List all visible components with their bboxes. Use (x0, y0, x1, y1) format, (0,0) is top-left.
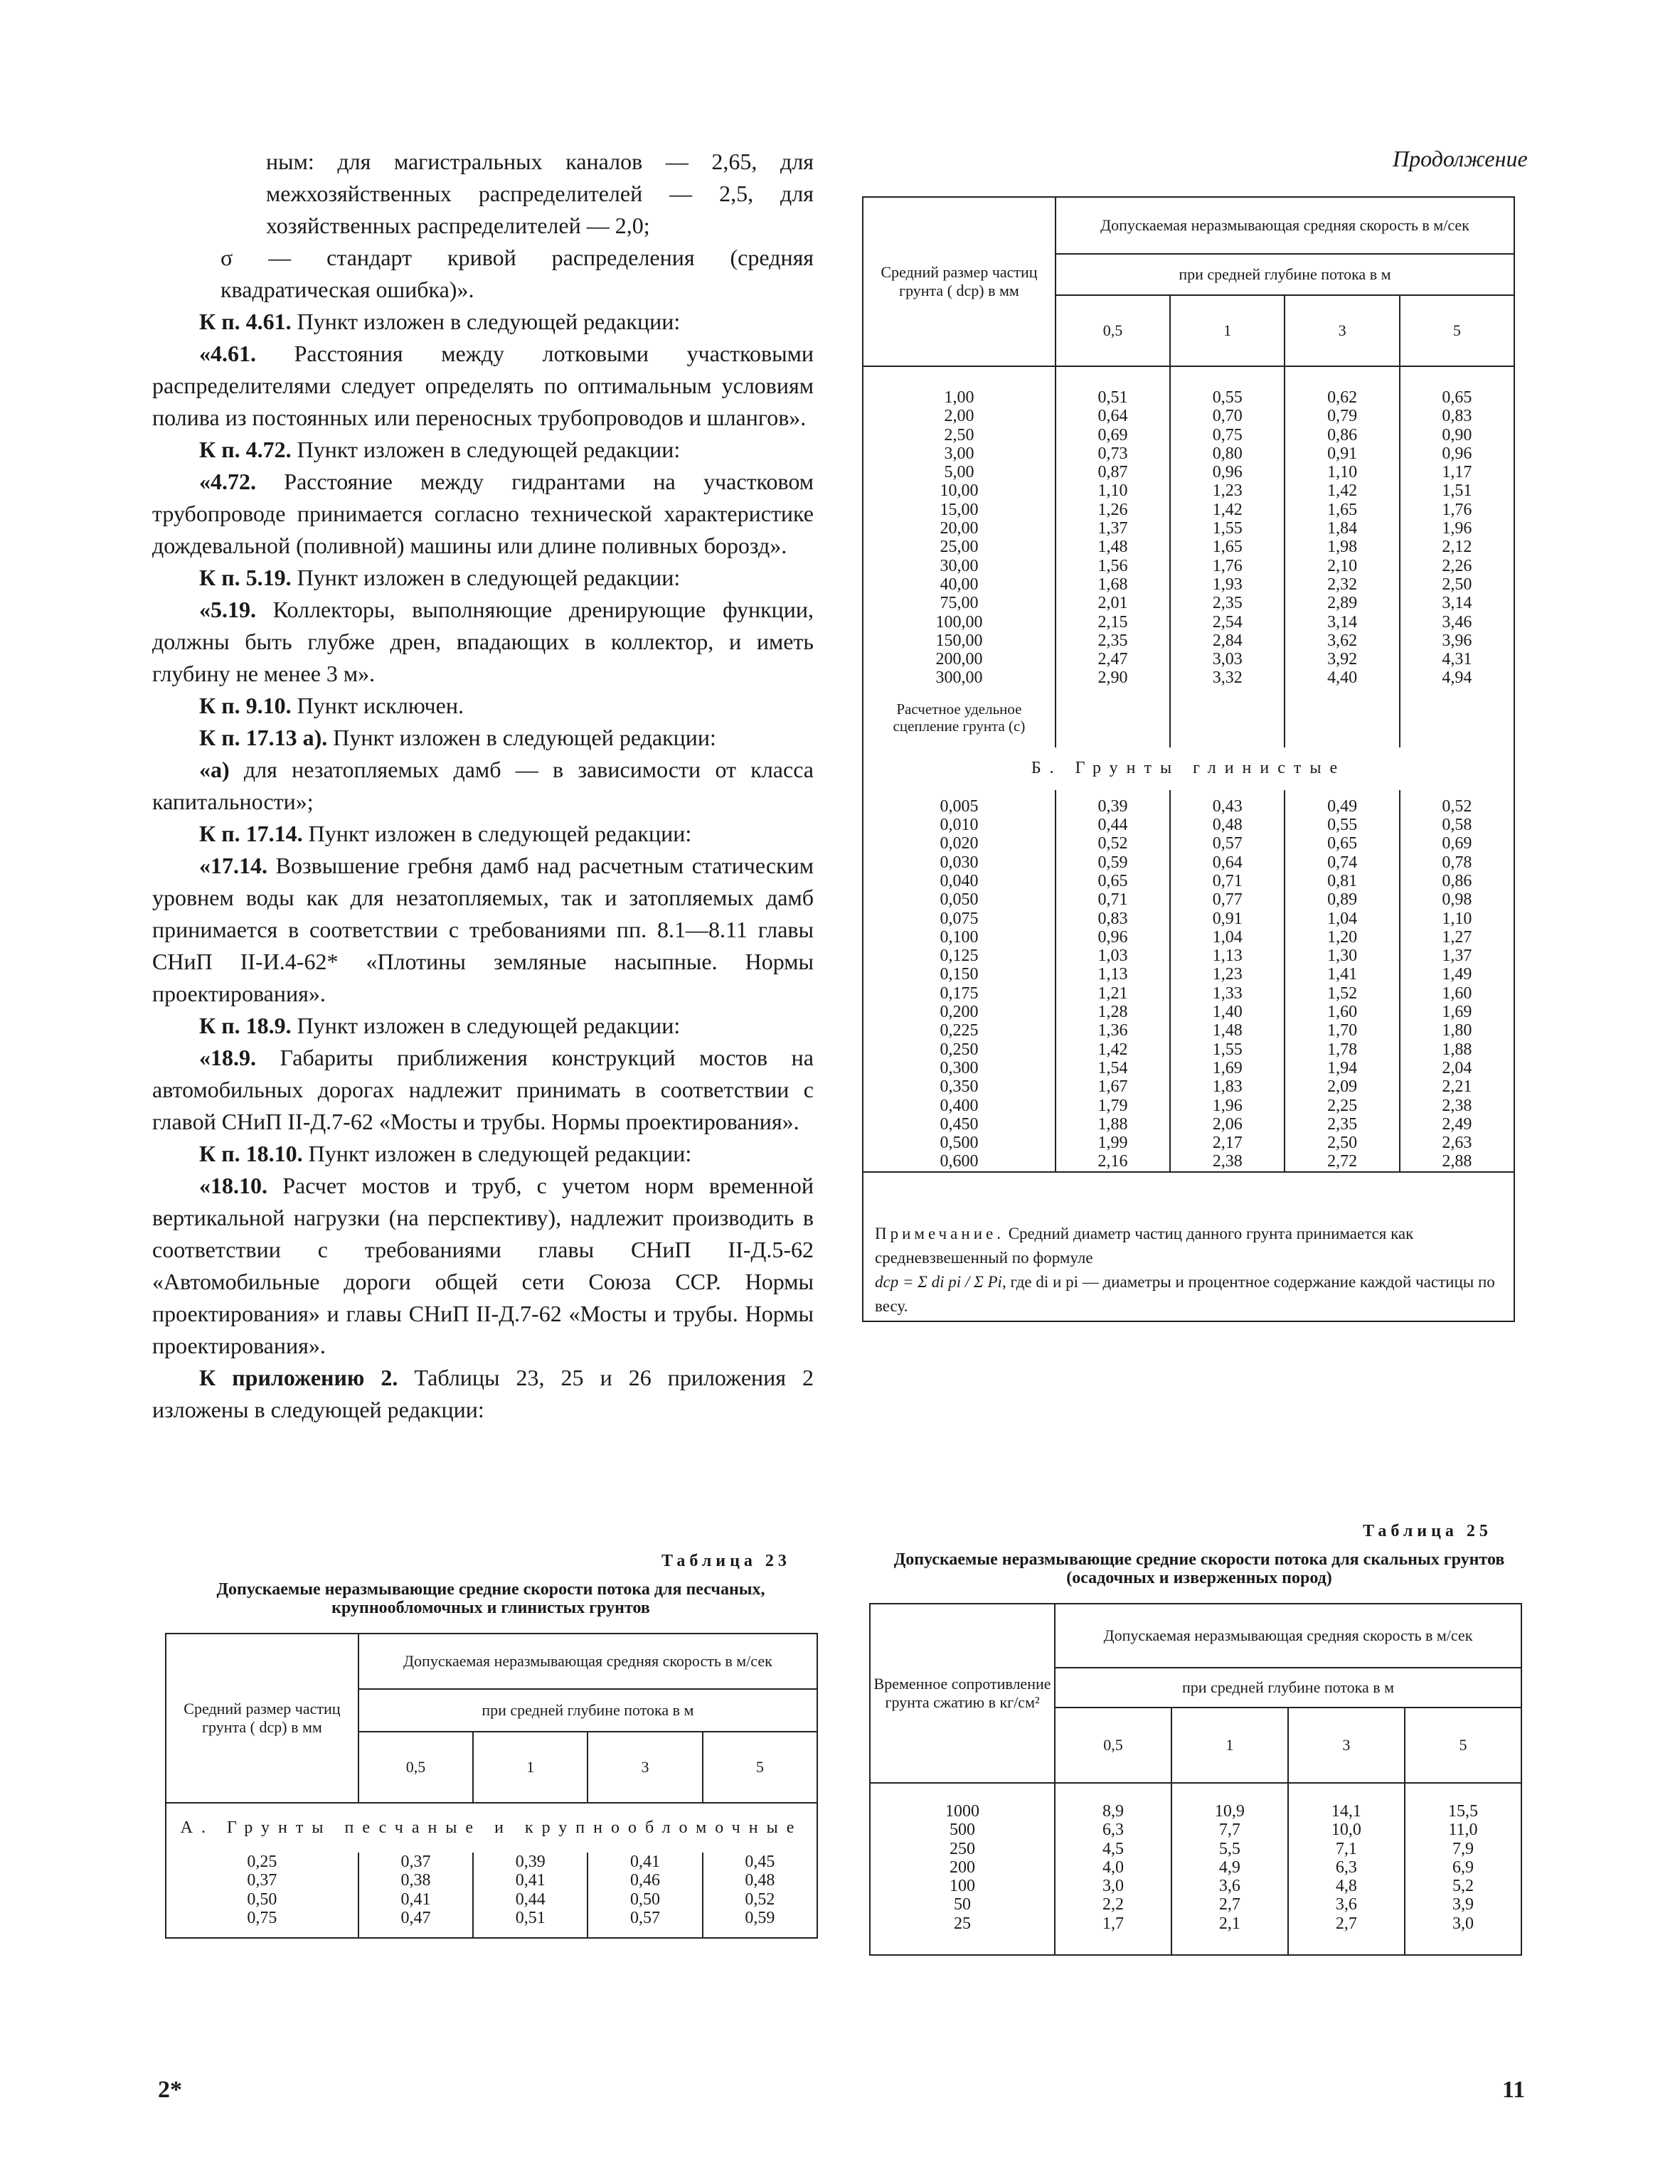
paragraph-lead: «18.9. (199, 1045, 256, 1070)
depth-3: 3 (1285, 295, 1399, 366)
paragraph-lead: «18.10. (199, 1173, 267, 1198)
depth-0-5: 0,5 (1056, 295, 1170, 366)
table-cell: 14,1 10,0 7,1 6,3 4,8 3,6 2,7 (1288, 1783, 1405, 1955)
paragraph-lead: К п. 5.19. (199, 565, 292, 590)
paragraph (152, 146, 814, 242)
paragraph-lead: К п. 17.14. (199, 821, 303, 846)
body-text-column (152, 146, 814, 1426)
paragraph-lead: «17.14. (199, 853, 267, 878)
speed-header: Допускаемая неразмывающая средняя скорость в м/сек (1055, 1604, 1521, 1668)
paragraph-text: Таблицы 23, 25 и 26 приложения 2 изложены в следующей редакции: (152, 1365, 814, 1422)
paragraph-lead: К п. 18.10. (199, 1141, 303, 1166)
paragraph (152, 242, 814, 306)
table-cell: 0,55 0,70 0,75 0,80 0,96 1,23 1,42 1,55 1,65 1,76 1,93 2,35 2,54 2,84 3,03 3,32 (1170, 366, 1285, 688)
paragraph-text: Расстояния между лотковыми участковыми распределителями следует определять по оптимальным условиям полива из постоянных или переносных трубопроводов и шлангов». (152, 341, 814, 430)
paragraph (152, 690, 814, 722)
paragraph-text: ным: для магистральных каналов — 2,65, для межхозяйственных распределителей — 2,5, для хозяйственных распределителей — 2,0; (266, 149, 814, 238)
depth-5: 5 (1405, 1708, 1521, 1783)
paragraph (152, 466, 814, 562)
page-number-left: 2* (158, 2077, 182, 2103)
paragraph-lead: «4.61. (199, 341, 256, 366)
table-23-continuation (862, 196, 1515, 1322)
paragraph (152, 850, 814, 1010)
depth-5: 5 (1400, 295, 1514, 366)
paragraph-text: Пункт изложен в следующей редакции: (327, 725, 716, 750)
table-cell: 8,9 6,3 4,5 4,0 3,0 2,2 1,7 (1055, 1783, 1171, 1955)
paragraph (152, 306, 814, 338)
section-sand-heading: А. Грунты песчаные и крупнообломочные (180, 1818, 803, 1837)
table-cell: 1000 500 250 200 100 50 25 (945, 1802, 980, 1933)
paragraph (152, 1010, 814, 1042)
size-header: Средний размер частиц грунта ( dср) в мм (184, 1700, 341, 1736)
paragraph-lead: К п. 4.61. (199, 309, 292, 334)
paragraph-text: для незатопляемых дамб — в зависимости от класса капитальности»; (152, 757, 814, 814)
table-25-label: Таблица 25 (1363, 1522, 1492, 1540)
depth-1: 1 (473, 1732, 588, 1803)
paragraph-text: Расстояние между гидрантами на участковом трубопроводе принимается согласно технической характеристике дождевальной (поливной) машины или длине поливных борозд». (152, 469, 814, 558)
paragraph-text: Коллекторы, выполняющие дренирующие функции, должны быть глубже дрен, впадающих в коллектор, и иметь глубину не менее 3 м». (152, 597, 814, 686)
table-cell: 0,62 0,79 0,86 0,91 1,10 1,42 1,65 1,84 1,98 2,10 2,32 2,89 3,14 3,62 3,92 4,40 (1285, 366, 1399, 688)
paragraph (152, 1042, 814, 1138)
paragraph (152, 434, 814, 466)
depth-1: 1 (1170, 295, 1285, 366)
table-cell: 0,49 0,55 0,65 0,74 0,81 0,89 1,04 1,20 1,30 1,41 1,52 1,60 1,70 1,78 1,94 2,09 2,25 2,35 2,50 2,72 (1285, 790, 1399, 1172)
note-text-2: , где di и pi — диаметры и процентное содержание каждой частицы по весу. (875, 1273, 1495, 1315)
paragraph-text: Пункт изложен в следующей редакции: (291, 437, 681, 462)
depth-0-5: 0,5 (1055, 1708, 1171, 1783)
paragraph (152, 818, 814, 850)
paragraph-lead: К п. 17.13 а). (199, 725, 328, 750)
paragraph-text: Расчет мостов и труб, с учетом норм временной вертикальной нагрузки (на перспективу), надлежит производить в соответствии с требованиями главы СНиП II-Д.5-62 «Автомобильные дороги общей сети Союза ССР. Нормы проектирования» и главы СНиП II-Д.7-62 «Мосты и трубы. Нормы проектирования». (152, 1173, 814, 1358)
depth-3: 3 (1288, 1708, 1405, 1783)
table-cell: 0,43 0,48 0,57 0,64 0,71 0,77 0,91 1,04 1,13 1,23 1,33 1,40 1,48 1,55 1,69 1,83 1,96 2,06 2,17 2,38 (1170, 790, 1285, 1172)
table-cell: 0,39 0,41 0,44 0,51 (473, 1853, 588, 1938)
table-cell: 10,9 7,7 5,5 4,9 3,6 2,7 2,1 (1171, 1783, 1288, 1955)
depth-header: при средней глубине потока в м (358, 1689, 817, 1732)
table-cell: 0,39 0,44 0,52 0,59 0,65 0,71 0,83 0,96 1,03 1,13 1,21 1,28 1,36 1,42 1,54 1,67 1,79 1,88 1,99 2,16 (1056, 790, 1170, 1172)
paragraph-text: Габариты приближения конструкций мостов на автомобильных дорогах надлежит принимать в соответствии с главой СНиП II-Д.7-62 «Мосты и трубы. Нормы проектирования». (152, 1045, 814, 1134)
paragraph-text: σ — стандарт кривой распределения (средняя квадратическая ошибка)». (220, 245, 814, 302)
depth-5: 5 (703, 1732, 817, 1803)
paragraph-text: Возвышение гребня дамб над расчетным статическим уровнем воды как для незатопляемых, так и затопляемых дамб принимается в соответствии с требованиями пп. 8.1—8.11 главы СНиП II-И.4-62* «Плотины земляные насыпные. Нормы проектирования». (152, 853, 814, 1006)
paragraph-text: Пункт изложен в следующей редакции: (291, 565, 681, 590)
paragraph-text: Пункт изложен в следующей редакции: (302, 1141, 692, 1166)
section-clay-heading: Б. Грунты глинистые (1031, 759, 1346, 778)
paragraph-lead: «4.72. (199, 469, 256, 494)
table-cell: 0,37 0,38 0,41 0,47 (358, 1853, 473, 1938)
compression-header: Временное сопротивление грунта сжатию в кг/см² (873, 1675, 1051, 1711)
paragraph (152, 1362, 814, 1426)
page-number-right: 11 (1502, 2077, 1526, 2103)
table-cell: 0,41 0,46 0,50 0,57 (588, 1853, 702, 1938)
paragraph-text: Пункт изложен в следующей редакции: (291, 1013, 681, 1038)
paragraph (152, 562, 814, 594)
table-cell: 0,52 0,58 0,69 0,78 0,86 0,98 1,10 1,27 1,37 1,49 1,60 1,69 1,80 1,88 2,04 2,21 2,38 2,49 2,63 2,88 (1400, 790, 1514, 1172)
paragraph (152, 722, 814, 754)
depth-1: 1 (1171, 1708, 1288, 1783)
table-25 (869, 1603, 1522, 1956)
table-23-label: Таблица 23 (661, 1552, 791, 1570)
speed-header: Допускаемая неразмывающая средняя скорость в м/сек (358, 1634, 817, 1689)
continuation-caption: Продолжение (1393, 146, 1528, 171)
paragraph-text: Пункт исключен. (291, 693, 464, 718)
table-cell: 15,5 11,0 7,9 6,9 5,2 3,9 3,0 (1405, 1783, 1521, 1955)
paragraph-lead: К приложению 2. (199, 1365, 398, 1390)
paragraph-text: Пункт изложен в следующей редакции: (291, 309, 681, 334)
paragraph-lead: К п. 18.9. (199, 1013, 292, 1038)
size-header: Средний размер частиц грунта ( dср) в мм (881, 263, 1038, 299)
cohesion-label: Расчетное удельное сцепление грунта (с) (893, 700, 1026, 735)
paragraph-text: Пункт изложен в следующей редакции: (302, 821, 692, 846)
depth-3: 3 (588, 1732, 702, 1803)
table-25-title: Допускаемые неразмывающие средние скорости потока для скальных грунтов (осадочных и изверженных пород) (893, 1550, 1505, 1587)
paragraph (152, 754, 814, 818)
depth-header: при средней глубине потока в м (1056, 254, 1514, 295)
paragraph-lead: «5.19. (199, 597, 256, 622)
paragraph (152, 594, 814, 690)
paragraph (152, 338, 814, 434)
paragraph (152, 1170, 814, 1362)
speed-header: Допускаемая неразмывающая средняя скорость в м/сек (1056, 197, 1514, 254)
depth-0-5: 0,5 (358, 1732, 473, 1803)
table-cell: 0,45 0,48 0,52 0,59 (703, 1853, 817, 1938)
paragraph (152, 1138, 814, 1170)
table-23 (165, 1633, 818, 1939)
depth-header: при средней глубине потока в м (1055, 1668, 1521, 1708)
table-cell: 0,51 0,64 0,69 0,73 0,87 1,10 1,26 1,37 1,48 1,56 1,68 2,01 2,15 2,35 2,47 2,90 (1056, 366, 1170, 688)
table-cell: 0,005 0,010 0,020 0,030 0,040 0,050 0,075 0,100 0,125 0,150 0,175 0,200 0,225 0,250 0,300 0,350 0,400 0,450 0,500 0,600 (940, 797, 979, 1171)
paragraph-lead: К п. 4.72. (199, 437, 292, 462)
table-note (875, 1222, 1501, 1319)
note-label: Примечание. (875, 1225, 1004, 1242)
paragraph-lead: К п. 9.10. (199, 693, 292, 718)
paragraph-lead: «а) (199, 757, 230, 782)
table-cell: 1,00 2,00 2,50 3,00 5,00 10,00 15,00 20,00 25,00 30,00 40,00 75,00 100,00 150,00 200,00 300,00 (935, 388, 983, 688)
table-cell: 0,65 0,83 0,90 0,96 1,17 1,51 1,76 1,96 2,12 2,26 2,50 3,14 3,46 3,96 4,31 4,94 (1400, 366, 1514, 688)
table-cell: 0,25 0,37 0,50 0,75 (247, 1853, 277, 1927)
note-formula: dср = Σ di pi / Σ Pi (875, 1273, 1002, 1291)
note-text-1: Средний диаметр частиц данного грунта принимается как средневзвешенный по формуле (875, 1225, 1414, 1267)
table-23-title: Допускаемые неразмывающие средние скорости потока для песчаных, крупнообломочных и глинистых грунтов (216, 1580, 765, 1617)
